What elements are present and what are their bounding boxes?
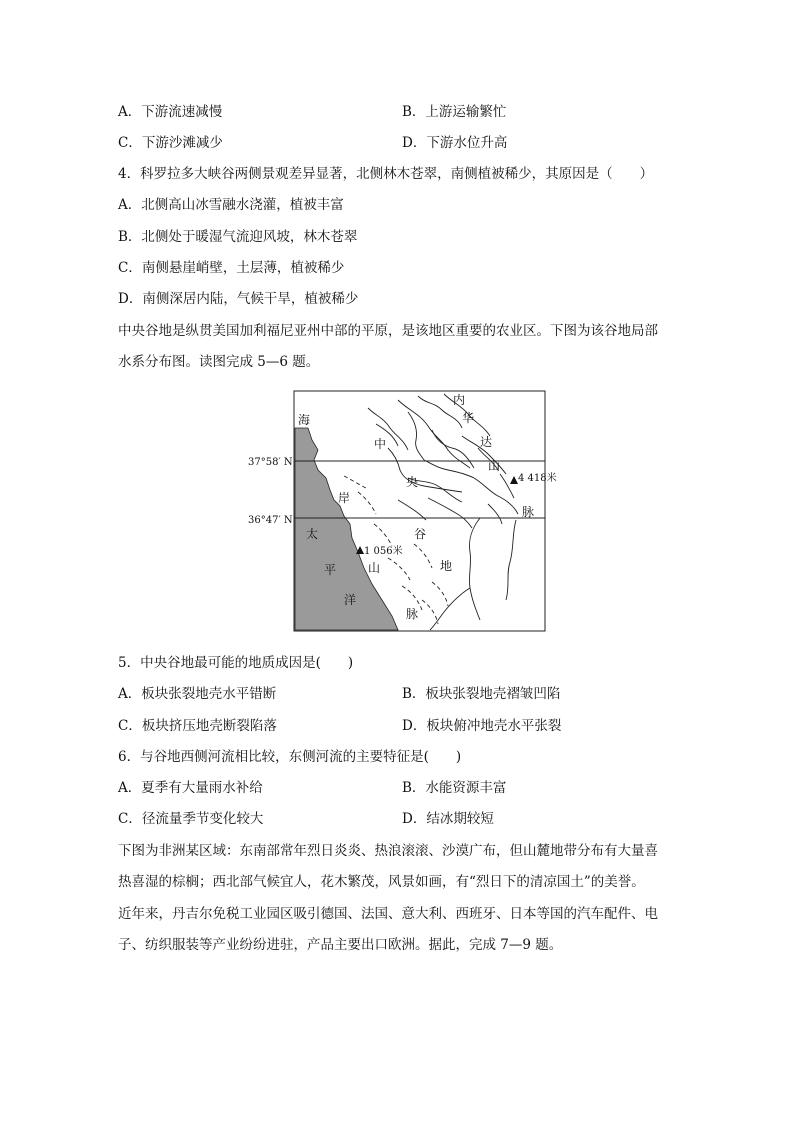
q3-option-c: C．下游沙滩减少: [118, 135, 223, 151]
map-label-mai-west: 脉: [406, 607, 419, 621]
map-label-tai: 太: [306, 527, 319, 541]
map-label-gu: 谷: [414, 527, 427, 541]
map-label-nei: 内: [453, 393, 466, 407]
map-label-ping: 平: [324, 563, 337, 577]
q6-option-c: C．径流量季节变化较大: [118, 811, 264, 827]
q5-option-b: B．板块张裂地壳褶皱凹陷: [402, 686, 561, 702]
q6-stem: 6．与谷地西侧河流相比较，东侧河流的主要特征是( ): [118, 749, 462, 765]
map-label-yang-central: 央: [406, 475, 419, 489]
intro-7-9-line3: 近年来，丹吉尔免税工业园区吸引德国、法国、意大利、西班牙、日本等国的汽车配件、电: [118, 906, 658, 922]
peak-east-label: 4 418米: [518, 473, 557, 484]
q6-option-d: D．结冰期较短: [402, 811, 494, 827]
q6-option-a: A．夏季有大量雨水补给: [118, 780, 263, 796]
q3-option-a: A．下游流速减慢: [118, 104, 223, 120]
q5-option-c: C．板块挤压地壳断裂陷落: [118, 718, 277, 734]
q5-option-a: A．板块张裂地壳水平错断: [118, 686, 277, 702]
lat-south-label: 36°47′ N: [248, 515, 293, 526]
q6-option-b: B．水能资源丰富: [402, 780, 507, 796]
q4-option-d: D．南侧深居内陆，气候干旱，植被稀少: [118, 291, 359, 307]
intro-5-6-line1: 中央谷地是纵贯美国加利福尼亚州中部的平原，是该地区重要的农业区。下图为该谷地局部: [118, 323, 658, 339]
map-label-mai-east: 脉: [522, 505, 535, 519]
map-label-hai: 海: [298, 413, 311, 427]
intro-7-9-line2: 热喜湿的棕榈；西北部气候宜人，花木繁茂，风景如画，有“烈日下的清凉国土”的美誉。: [118, 874, 645, 890]
map-label-zhong: 中: [374, 437, 387, 451]
intro-5-6-line2: 水系分布图。读图完成 5—6 题。: [118, 354, 320, 370]
map-label-da: 达: [480, 435, 493, 449]
q4-option-a: A．北侧高山冰雪融水浇灌，植被丰富: [118, 197, 344, 213]
q5-option-d: D．板块俯冲地壳水平张裂: [402, 718, 562, 734]
intro-7-9-line1: 下图为非洲某区域：东南部常年烈日炎炎、热浪滚滚、沙漠广布，但山麓地带分布有大量喜: [118, 843, 658, 859]
map-label-hua: 华: [462, 411, 475, 425]
q3-option-d: D．下游水位升高: [402, 135, 508, 151]
q4-option-c: C．南侧悬崖峭壁，土层薄，植被稀少: [118, 260, 345, 276]
q3-option-b: B．上游运输繁忙: [402, 104, 507, 120]
peak-west-label: 1 056米: [364, 546, 403, 557]
intro-7-9-line4: 子、纺织服装等产业纷纷进驻，产品主要出口欧洲。据此，完成 7—9 题。: [118, 937, 563, 953]
central-valley-map: [248, 388, 557, 636]
lat-north-label: 37°58′ N: [248, 457, 293, 468]
q4-option-b: B．北侧处于暖湿气流迎风坡，林木苍翠: [118, 229, 358, 245]
map-label-an: 岸: [338, 491, 351, 505]
map-label-di: 地: [440, 559, 453, 573]
map-label-shan-east: 山: [488, 459, 501, 473]
map-label-yang: 洋: [344, 593, 357, 607]
q5-stem: 5．中央谷地最可能的地质成因是( ): [118, 655, 354, 671]
map-label-shan-west: 山: [368, 561, 381, 575]
q4-stem: 4．科罗拉多大峡谷两侧景观差异显著，北侧林木苍翠，南侧植被稀少，其原因是（ ）: [118, 166, 654, 182]
